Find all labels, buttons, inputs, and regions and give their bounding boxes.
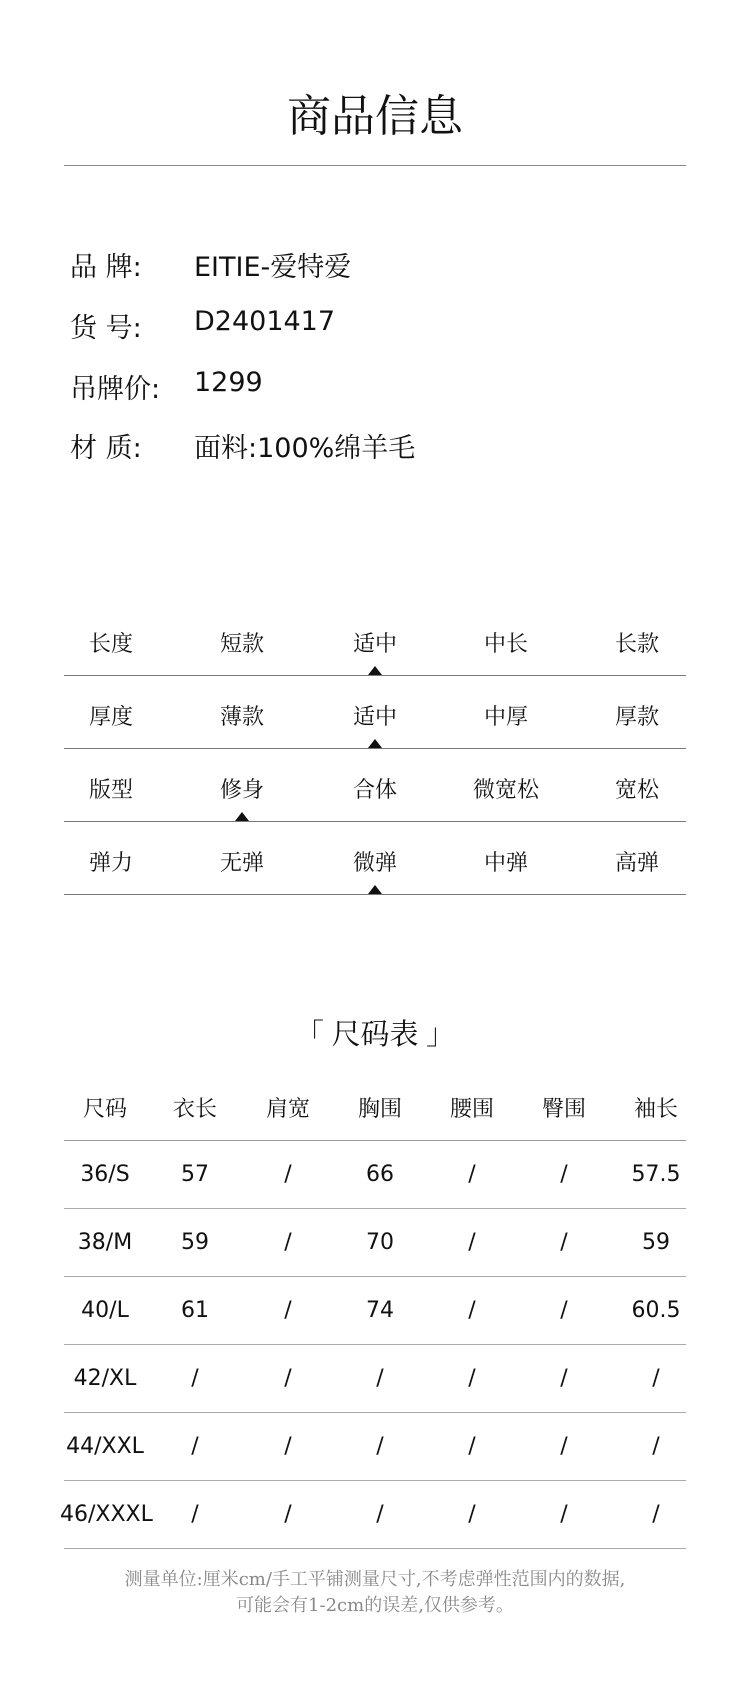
table-cell: / (376, 1366, 384, 1391)
table-cell: 36/S (80, 1162, 130, 1187)
info-value: 面料:100%绵羊毛 (194, 433, 416, 464)
table-cell: / (652, 1502, 660, 1527)
table-cell: 70 (366, 1230, 394, 1255)
attribute-option: 适中 (352, 705, 397, 730)
table-cell: / (376, 1502, 384, 1527)
table-cell: / (560, 1230, 568, 1255)
table-cell: / (652, 1434, 660, 1459)
selected-marker-icon (368, 885, 382, 894)
info-label: 材 质: (70, 433, 142, 464)
table-header-cell: 尺码 (82, 1097, 127, 1122)
info-label: 货 号: (70, 313, 142, 344)
attribute-option: 中弹 (483, 851, 528, 876)
table-header-cell: 衣长 (172, 1097, 217, 1122)
table-cell: / (284, 1298, 292, 1323)
attribute-option: 厚款 (614, 705, 659, 730)
attribute-name: 厚度 (88, 705, 133, 730)
table-row (64, 1413, 686, 1481)
table-cell: / (284, 1434, 292, 1459)
title-divider (64, 165, 686, 166)
size-table (60, 1090, 686, 1549)
table-header-cell: 肩宽 (265, 1097, 310, 1122)
info-value: 1299 (194, 367, 263, 398)
selected-marker-icon (368, 739, 382, 748)
page-title: 商品信息 (287, 91, 463, 142)
table-cell: 59 (181, 1230, 209, 1255)
attribute-option: 短款 (219, 632, 264, 657)
table-cell: / (191, 1434, 199, 1459)
attribute-option: 适中 (352, 632, 397, 657)
table-cell: / (284, 1230, 292, 1255)
table-cell: 57.5 (631, 1162, 681, 1187)
table-row (64, 1277, 686, 1345)
table-cell: / (468, 1366, 476, 1391)
table-cell: 40/L (81, 1298, 129, 1323)
table-row (64, 1209, 686, 1277)
info-label: 吊牌价: (70, 374, 161, 405)
size-chart-title-text: 尺码表 (331, 1017, 419, 1051)
table-cell: 74 (366, 1298, 394, 1323)
title-bracket-close: 」 (425, 1017, 455, 1051)
info-value: D2401417 (194, 306, 336, 337)
table-cell: / (284, 1162, 292, 1187)
attribute-option: 中厚 (483, 705, 528, 730)
table-cell: / (376, 1434, 384, 1459)
table-cell: 38/M (77, 1230, 133, 1255)
attribute-option: 长款 (614, 632, 659, 657)
table-cell: / (560, 1366, 568, 1391)
table-cell: / (191, 1502, 199, 1527)
table-header-cell: 袖长 (633, 1097, 678, 1122)
attribute-option: 无弹 (219, 851, 264, 876)
attribute-option: 微宽松 (472, 778, 539, 803)
table-cell: 42/XL (73, 1366, 137, 1391)
table-cell: / (468, 1502, 476, 1527)
table-cell: 66 (366, 1162, 394, 1187)
table-header-cell: 腰围 (449, 1097, 494, 1122)
table-cell: / (652, 1366, 660, 1391)
attribute-row (64, 675, 686, 749)
table-cell: / (284, 1366, 292, 1391)
attribute-row (64, 748, 686, 822)
table-cell: / (468, 1434, 476, 1459)
table-cell: 44/XXL (66, 1434, 144, 1459)
table-cell: / (191, 1366, 199, 1391)
attribute-option: 修身 (219, 778, 264, 803)
table-header-row (64, 1090, 686, 1141)
info-value: EITIE-爱特爱 (194, 252, 352, 283)
table-cell: 46/XXXL (60, 1502, 153, 1527)
table-header-cell: 臀围 (541, 1097, 586, 1122)
attribute-option: 高弹 (614, 851, 659, 876)
attribute-name: 长度 (88, 632, 133, 657)
table-row (64, 1141, 686, 1209)
selected-marker-icon (235, 812, 249, 821)
attribute-option: 合体 (352, 778, 397, 803)
attribute-option: 薄款 (219, 705, 264, 730)
attribute-row (64, 602, 686, 676)
table-cell: / (560, 1502, 568, 1527)
table-row (60, 1481, 686, 1549)
table-header-cell: 胸围 (357, 1097, 402, 1122)
table-cell: / (468, 1230, 476, 1255)
table-cell: 60.5 (631, 1298, 681, 1323)
attribute-name: 弹力 (88, 851, 133, 876)
measurement-note: 测量单位:厘米cm/手工平铺测量尺寸,不考虑弹性范围内的数据, (124, 1569, 626, 1590)
table-row (64, 1345, 686, 1413)
size-chart-title (0, 1012, 750, 1053)
table-cell: / (560, 1434, 568, 1459)
info-label: 品 牌: (70, 252, 142, 283)
table-cell: 61 (181, 1298, 209, 1323)
table-cell: 59 (642, 1230, 670, 1255)
attribute-option: 宽松 (614, 778, 659, 803)
table-cell: / (468, 1162, 476, 1187)
table-cell: / (560, 1298, 568, 1323)
attribute-name: 版型 (88, 778, 133, 803)
table-cell: / (284, 1502, 292, 1527)
attribute-option: 微弹 (352, 851, 397, 876)
measurement-note: 可能会有1-2cm的误差,仅供参考。 (236, 1595, 514, 1616)
table-cell: / (560, 1162, 568, 1187)
title-bracket-open: 「 (294, 1017, 324, 1051)
selected-marker-icon (368, 666, 382, 675)
table-cell: 57 (181, 1162, 209, 1187)
attribute-row (64, 821, 686, 895)
attribute-option: 中长 (483, 632, 528, 657)
table-cell: / (468, 1298, 476, 1323)
